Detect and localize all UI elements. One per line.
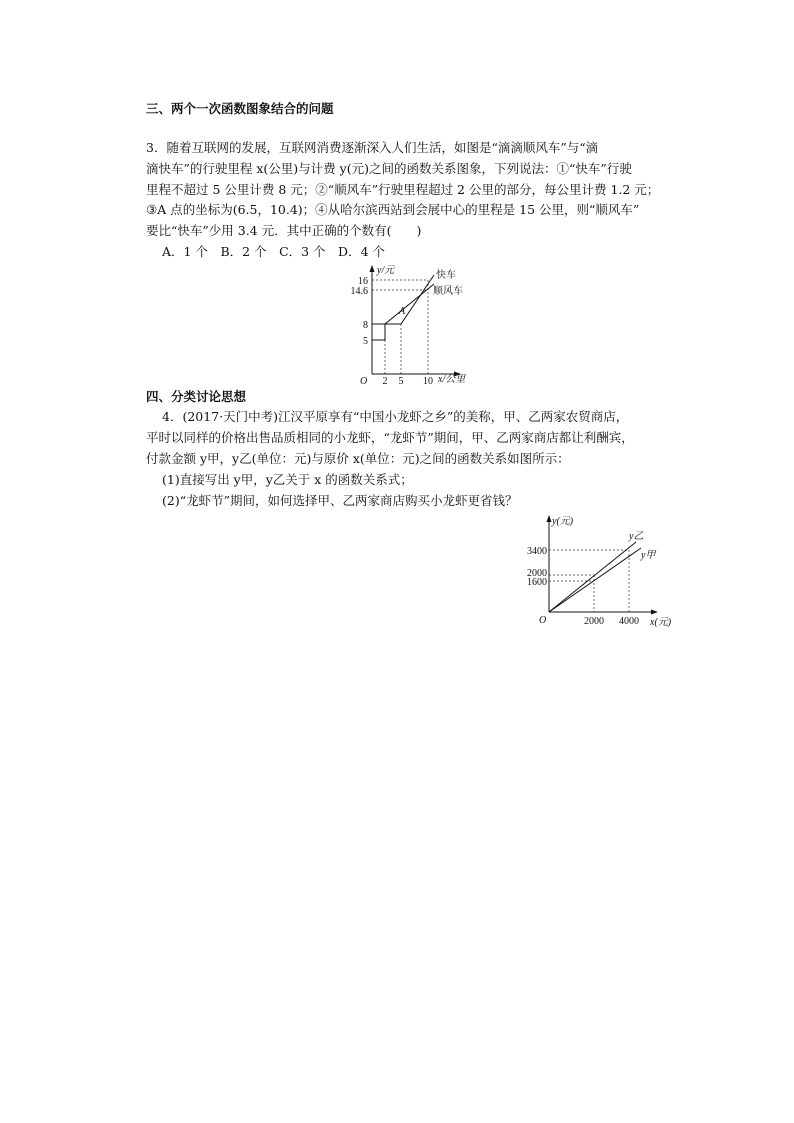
problem-3-line-3: 里程不超过 5 公里计费 8 元；②“顺风车”行驶里程超过 2 公里的部分，每公里计费 1.2 元； (146, 182, 660, 197)
chart1-point-a-label: A (399, 306, 406, 317)
chart2-x-arrow (651, 610, 658, 615)
problem-4-line-1: 4．(2017·天门中考)江汉平原享有“中国小龙虾之乡”的美称，甲、乙两家农贸商店， (162, 409, 629, 424)
chart1-x-tick-5: 5 (398, 376, 404, 387)
chart2-y-axis-label: y(元) (552, 516, 574, 527)
problem-3-options: A．1 个 B．2 个 C．3 个 D．4 个 (162, 244, 386, 259)
chart2-y-tick-2000: 2000 (527, 568, 547, 579)
chart2-y-tick-3400: 3400 (527, 546, 547, 557)
chart2-y-jia-label: y甲 (641, 550, 656, 561)
chart1-y-tick-14-6: 14.6 (350, 286, 368, 297)
crayfish-price-chart (505, 512, 690, 632)
chart1-origin: O (360, 376, 368, 387)
section-3-heading: 三、两个一次函数图象结合的问题 (146, 101, 334, 116)
section-4-heading: 四、分类讨论思想 (146, 389, 247, 404)
chart2-y-arrow (547, 515, 552, 522)
problem-3-line-5: 要比“快车”少用 3.4 元．其中正确的个数有( ) (146, 223, 422, 238)
y-yi-line (549, 542, 636, 612)
chart1-y-tick-16: 16 (358, 276, 368, 287)
chart2-x-axis-label: x(元) (650, 617, 672, 628)
chart1-y-tick-8: 8 (363, 320, 368, 331)
chart1-x-tick-10: 10 (423, 376, 433, 387)
problem-4-line-3: 付款金额 y甲，y乙(单位：元)与原价 x(单位：元)之间的函数关系如图所示： (146, 451, 570, 466)
chart1-y-tick-5: 5 (363, 336, 368, 347)
taxi-fare-chart (330, 262, 480, 387)
chart1-fast-car-label: 快车 (436, 270, 456, 281)
chart2-x-tick-4000: 4000 (619, 616, 639, 627)
chart1-shared-ride-label: 顺风车 (433, 286, 463, 297)
problem-3-line-4: ③A 点的坐标为(6.5，10.4)；④从哈尔滨西站到会展中心的里程是 15 公里，则“顺风车” (146, 202, 640, 217)
chart2-y-tick-1600: 1600 (527, 577, 547, 588)
chart1-y-arrow (370, 265, 375, 272)
y-jia-line (549, 548, 641, 612)
chart1-y-axis-label: y/元 (377, 265, 395, 276)
chart2-y-yi-label: y乙 (629, 531, 644, 542)
chart2-x-tick-2000: 2000 (584, 616, 604, 627)
problem-3-line-2: 滴快车”的行驶里程 x(公里)与计费 y(元)之间的函数关系图象，下列说法：①“快车”行驶 (146, 161, 632, 176)
problem-4-sub-2: (2)“龙虾节”期间，如何选择甲、乙两家商店购买小龙虾更省钱？ (162, 493, 518, 508)
chart1-x-tick-2: 2 (382, 376, 388, 387)
chart1-x-axis-label: x/公里 (438, 374, 466, 385)
problem-4-line-2: 平时以同样的价格出售品质相同的小龙虾，“龙虾节”期间，甲、乙两家商店都让利酬宾， (146, 430, 634, 445)
problem-4-sub-1: (1)直接写出 y甲，y乙关于 x 的函数关系式； (162, 472, 413, 487)
chart2-origin: O (539, 615, 547, 626)
problem-3-line-1: 3．随着互联网的发展，互联网消费逐渐深入人们生活，如图是“滴滴顺风车”与“滴 (146, 140, 599, 155)
